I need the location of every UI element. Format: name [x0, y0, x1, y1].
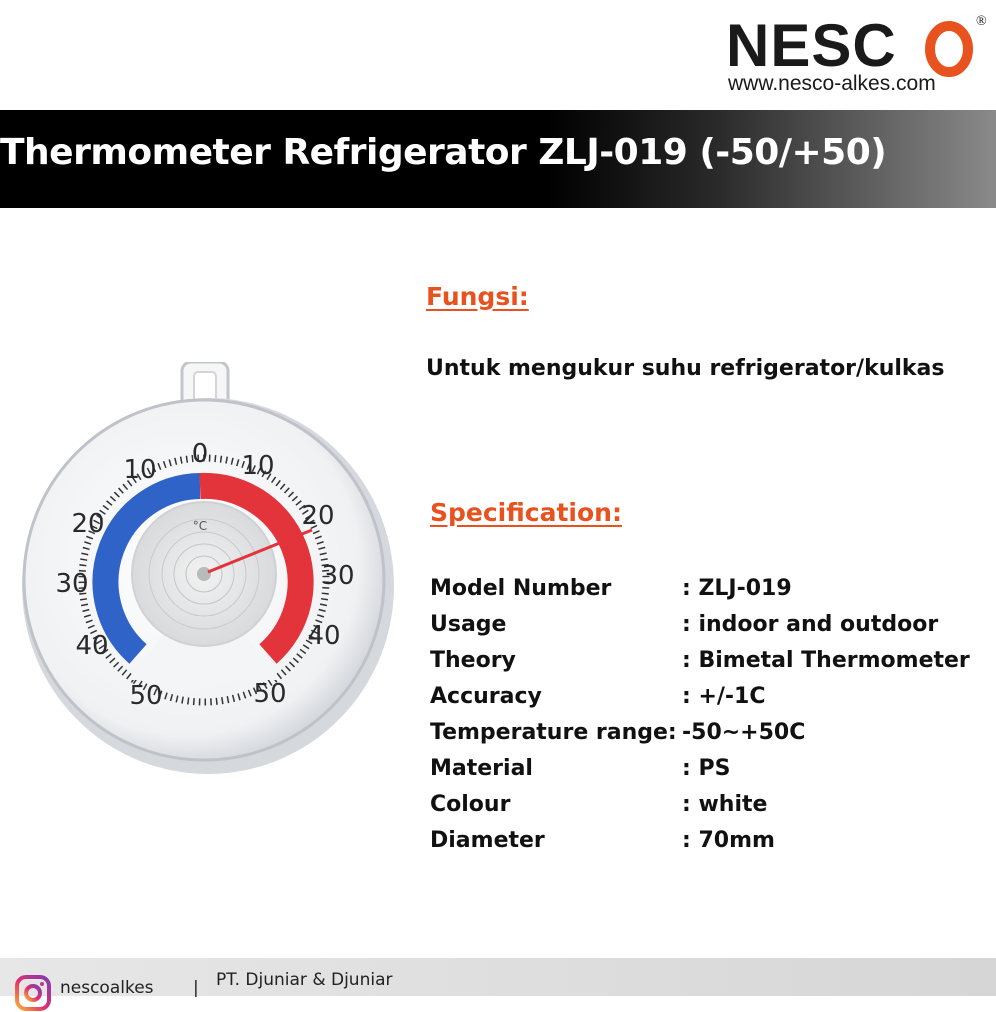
dial-label-right-30: 30 — [321, 561, 355, 591]
spec-row-accuracy — [430, 678, 996, 714]
spec-label: Diameter — [430, 827, 545, 853]
specification-heading: Specification: — [430, 498, 622, 527]
spec-row-diameter — [430, 822, 996, 858]
dial-label-right-40: 40 — [307, 621, 341, 651]
brand-logo — [726, 14, 988, 96]
spec-row-model-number — [430, 570, 996, 606]
spec-value: : PS — [682, 755, 731, 781]
brand-name: NESC — [726, 12, 897, 79]
dial-label-right-20: 20 — [301, 501, 335, 531]
spec-value: : +/-1C — [682, 683, 766, 709]
brand-ring-letter: O — [948, 56, 950, 57]
dial-label-left-40: 40 — [75, 631, 109, 661]
dial-label-left-10: 10 — [123, 455, 157, 485]
company-name: PT. Djuniar & Djuniar — [216, 970, 393, 990]
spec-label: Model Number — [430, 575, 612, 601]
spec-label: Material — [430, 755, 533, 781]
spec-label: Accuracy — [430, 683, 542, 709]
spec-label: Colour — [430, 791, 511, 817]
dial-label-left-30: 30 — [55, 569, 89, 599]
dial-label-unit: °C — [192, 519, 208, 533]
product-title: Thermometer Refrigerator ZLJ-019 (-50/+50) — [0, 132, 887, 173]
instagram-icon[interactable] — [14, 974, 52, 1012]
spec-value: : indoor and outdoor — [682, 611, 939, 637]
spec-value: : 70mm — [682, 827, 775, 853]
brand-logo-ring-icon — [924, 20, 974, 78]
spec-label: Theory — [430, 647, 516, 673]
dial-label-right-50: 50 — [253, 679, 287, 709]
fungsi-description: Untuk mengukur suhu refrigerator/kulkas — [426, 356, 945, 381]
spec-value: : ZLJ-019 — [682, 575, 792, 601]
dial-label-zero: 0 — [191, 439, 209, 469]
dial-label-left-20: 20 — [71, 509, 105, 539]
brand-website[interactable]: www.nesco-alkes.com — [728, 72, 936, 95]
spec-value: -50~+50C — [682, 719, 806, 745]
spec-value: : white — [682, 791, 768, 817]
spec-row-colour — [430, 786, 996, 822]
footer-bar — [0, 958, 996, 996]
title-banner — [0, 110, 996, 208]
footer-separator: | — [193, 978, 199, 998]
spec-value: : Bimetal Thermometer — [682, 647, 970, 673]
registered-mark: ® — [976, 14, 987, 29]
spec-row-usage — [430, 606, 996, 642]
spec-label: Temperature range: — [430, 719, 677, 745]
specification-table — [430, 570, 996, 858]
spec-row-temperature-range — [430, 714, 996, 750]
spec-row-material — [430, 750, 996, 786]
instagram-handle[interactable]: nescoalkes — [60, 978, 154, 998]
dial-label-left-50: 50 — [129, 681, 163, 711]
fungsi-heading: Fungsi: — [426, 282, 529, 311]
spec-label: Usage — [430, 611, 507, 637]
dial-label-right-10: 10 — [241, 451, 275, 481]
thermometer-image — [22, 362, 394, 774]
spec-row-theory — [430, 642, 996, 678]
